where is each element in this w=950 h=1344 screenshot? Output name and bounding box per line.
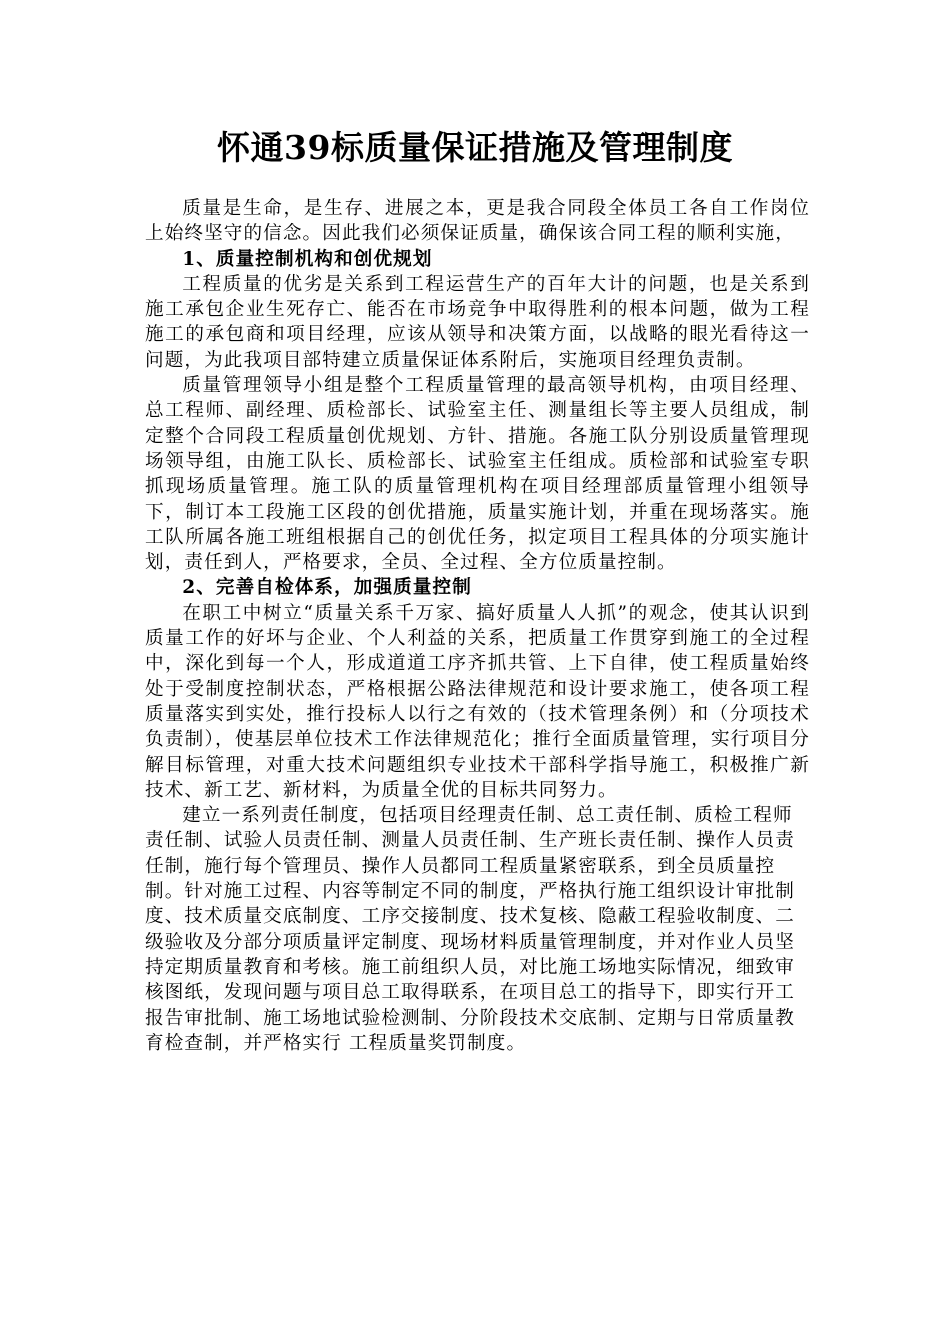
document-title: 怀通39标质量保证措施及管理制度 (217, 128, 733, 167)
section-2-paragraph-2: 建立一系列责任制度，包括项目经理责任制、总工责任制、质检工程师责任制、试验人员责任制、测量人员责任制、生产班长责任制、操作人员责任制，施行每个管理员、操作人员都同工程质量紧密联系，到全员质量控制。针对施工过程、内容等制定不同的制度，严格执行施工组织设计审批制度、技术质量交底制度、工序交接制度、技术复核、隐蔽工程验收制度、二级验收及分部分项质量评定制度、现场材料质量管理制度，并对作业人员坚持定期质量教育和考核。施工前组织人员，对比施工场地实际情况，细致审核图纸，发现问题与项目总工取得联系，在项目总工的指导下，即实行开工报告审批制、施工场地试验检测制、分阶段技术交底制、定期与日常质量教育检查制，并严格实行 工程质量奖罚制度。 (145, 805, 795, 1054)
section-2-heading: 2、完善自检体系，加强质量控制 (182, 577, 472, 599)
document-body (145, 196, 810, 1056)
section-1-paragraph-2: 质量管理领导小组是整个工程质量管理的最高领导机构，由项目经理、总工程师、副经理、质检部长、试验室主任、测量组长等主要人员组成，制定整个合同段工程质量创优规划、方针、措施。各施工队分别设质量管理现场领导组，由施工队长、质检部长、试验室主任组成。质检部和试验室专职抓现场质量管理。施工队的质量管理机构在项目经理部质量管理小组领导下，制订本工段施工区段的创优措施，质量实施计划，并重在现场落实。施工队所属各施工班组根据自己的创优任务，拟定项目工程具体的分项实施计划，责任到人，严格要求，全员、全过程、全方位质量控制。 (145, 375, 810, 574)
section-2-paragraph-1: 在职工中树立“质量关系千万家、搞好质量人人抓”的观念，使其认识到质量工作的好坏与企业、个人利益的关系，把质量工作贯穿到施工的全过程中，深化到每一个人，形成道道工序齐抓共管、上下自律，使工程质量始终处于受制度控制状态，严格根据公路法律规范和设计要求施工，使各项工程质量落实到实处，推行投标人以行之有效的（技术管理条例）和（分项技术负责制），使基层单位技术工作法律规范化；推行全面质量管理，实行项目分解目标管理，对重大技术问题组织专业技术干部科学指导施工，积极推广新技术、新工艺、新材料，为质量全优的目标共同努力。 (145, 602, 810, 801)
section-1-heading: 1、质量控制机构和创优规划 (182, 248, 433, 270)
section-1-paragraph-1: 工程质量的优劣是关系到工程运营生产的百年大计的问题，也是关系到施工承包企业生死存亡、能否在市场竞争中取得胜利的根本问题，做为工程施工的承包商和项目经理，应该从领导和决策方面，以战略的眼光看待这一问题，为此我项目部特建立质量保证体系附后，实施项目经理负责制。 (145, 273, 810, 371)
intro-paragraph: 质量是生命，是生存、进展之本，更是我合同段全体员工各自工作岗位上始终坚守的信念。因此我们必须保证质量，确保该合同工程的顺利实施， (145, 198, 810, 245)
